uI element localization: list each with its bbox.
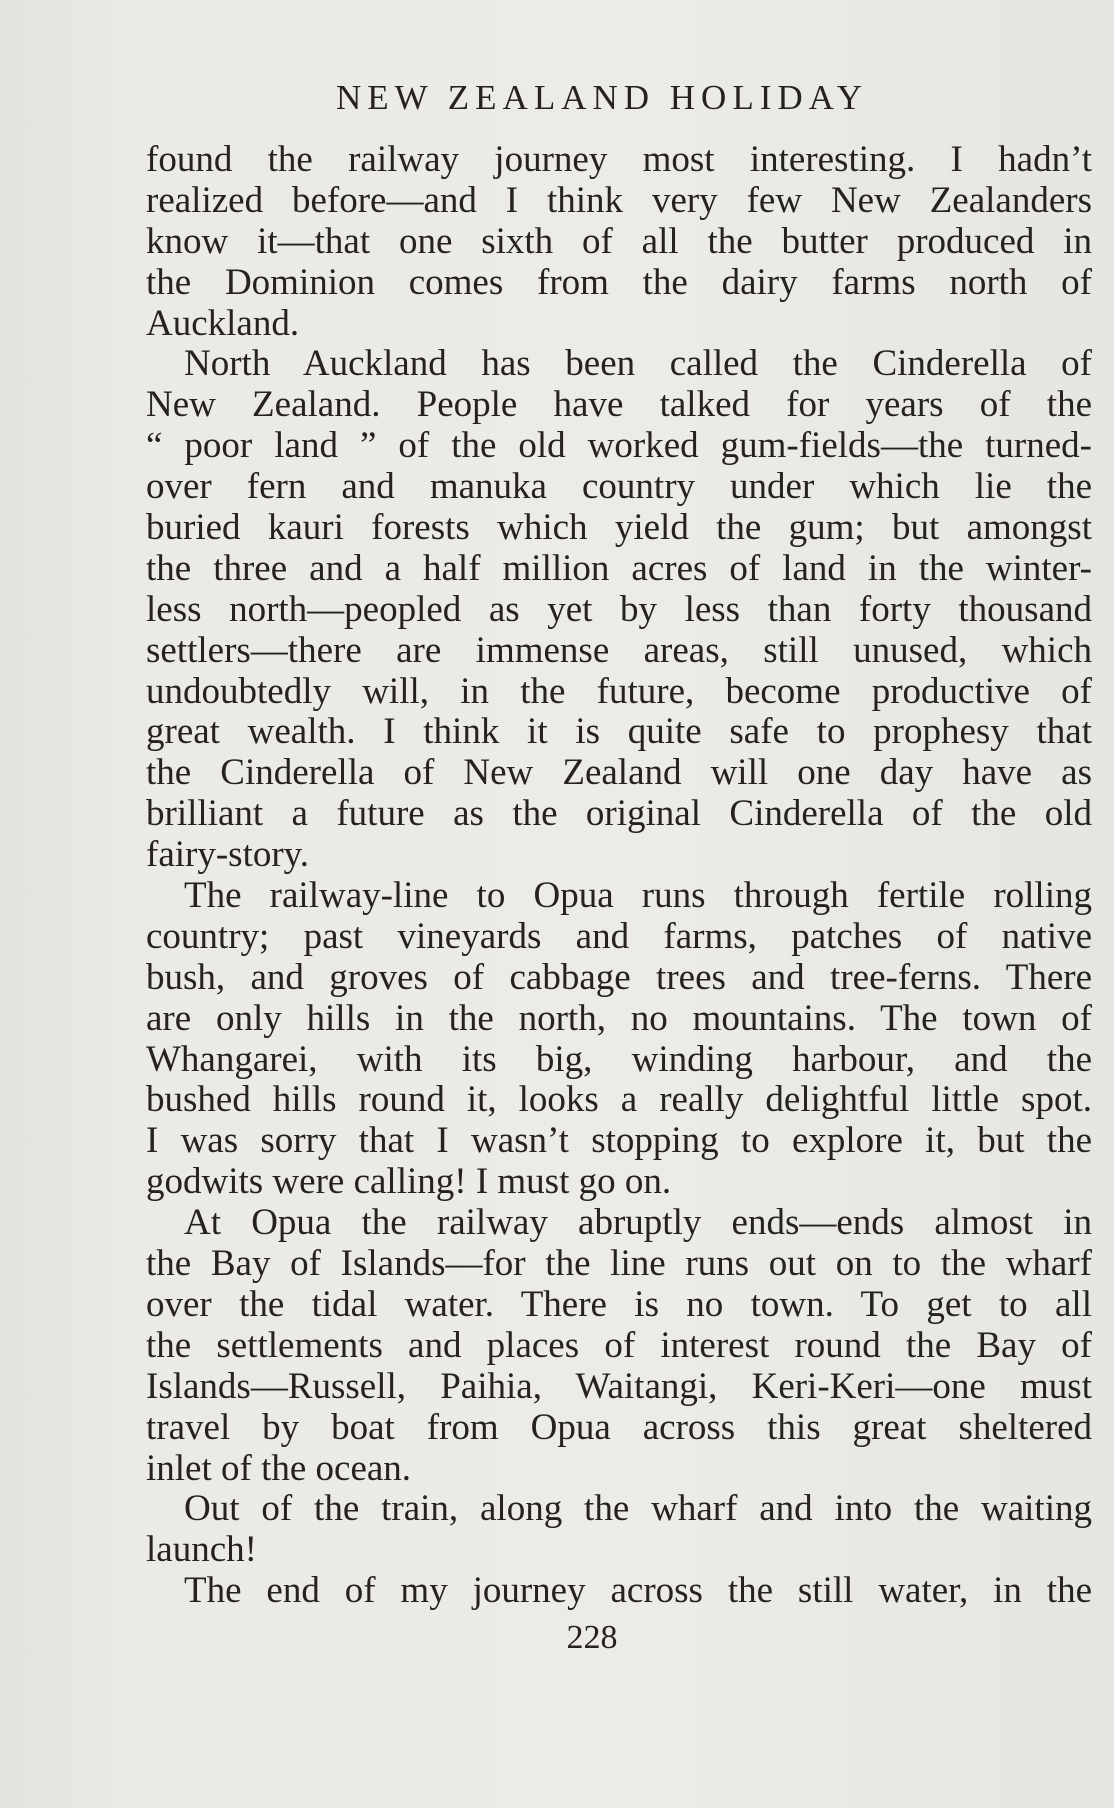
- text-line: the Dominion comes from the dairy farms north of: [146, 262, 1092, 303]
- text-line: North Auckland has been called the Cinderella of: [184, 344, 1092, 385]
- text-line: At Opua the railway abruptly ends—ends almost in: [184, 1203, 1092, 1244]
- text-line: bushed hills round it, looks a really delightful little spot.: [146, 1080, 1092, 1121]
- text-line: fairy-story.: [146, 835, 310, 876]
- text-line: inlet of the ocean.: [146, 1448, 412, 1489]
- text-line: buried kauri forests which yield the gum; but amongst: [146, 508, 1092, 549]
- text-line: realized before—and I think very few New Zealanders: [146, 180, 1092, 221]
- text-line: are only hills in the north, no mountains. The town of: [146, 998, 1092, 1039]
- text-line: country; past vineyards and farms, patches of native: [146, 916, 1092, 957]
- text-line: settlers—there are immense areas, still unused, which: [146, 630, 1092, 671]
- running-head: NEW ZEALAND HOLIDAY: [335, 78, 868, 117]
- page-number: 228: [566, 1619, 618, 1656]
- text-line: great wealth. I think it is quite safe to prophesy that: [146, 712, 1092, 753]
- text-line: the Bay of Islands—for the line runs out on to the wharf: [146, 1244, 1092, 1285]
- text-line: the Cinderella of New Zealand will one day have as: [146, 753, 1092, 794]
- text-line: found the railway journey most interesting. I hadn’t: [146, 140, 1092, 180]
- text-line: Auckland.: [146, 303, 300, 344]
- text-line: bush, and groves of cabbage trees and tree-ferns. There: [146, 957, 1092, 998]
- text-line: The end of my journey across the still water, in the: [184, 1571, 1092, 1612]
- text-line: The railway-line to Opua runs through fertile rolling: [184, 876, 1092, 917]
- text-line: over fern and manuka country under which lie the: [146, 467, 1092, 508]
- text-line: godwits were calling! I must go on.: [146, 1162, 672, 1203]
- text-line: launch!: [146, 1530, 257, 1571]
- text-line: “ poor land ” of the old worked gum-fields—the turned-: [146, 426, 1092, 467]
- text-line: the settlements and places of interest round the Bay of: [146, 1325, 1092, 1366]
- text-line: less north—peopled as yet by less than forty thousand: [146, 589, 1092, 630]
- text-line: over the tidal water. There is no town. To get to all: [146, 1284, 1092, 1325]
- text-line: brilliant a future as the original Cinderella of the old: [146, 794, 1092, 835]
- text-line: undoubtedly will, in the future, become productive of: [146, 671, 1092, 712]
- text-line: travel by boat from Opua across this great sheltered: [146, 1407, 1092, 1448]
- text-line: Islands—Russell, Paihia, Waitangi, Keri-Keri—one must: [146, 1366, 1092, 1407]
- text-line: Out of the train, along the wharf and into the waiting: [184, 1489, 1092, 1530]
- text-line: know it—that one sixth of all the butter produced in: [146, 221, 1092, 262]
- text-line: New Zealand. People have talked for years of the: [146, 385, 1092, 426]
- text-line: Whangarei, with its big, winding harbour, and the: [146, 1039, 1092, 1080]
- text-line: the three and a half million acres of land in the winter-: [146, 548, 1092, 589]
- body-text: [146, 140, 1092, 1612]
- text-line: I was sorry that I wasn’t stopping to explore it, but the: [146, 1121, 1092, 1162]
